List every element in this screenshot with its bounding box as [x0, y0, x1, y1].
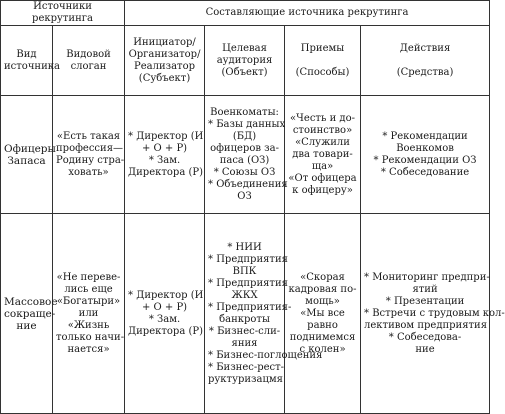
cell-audience: [205, 96, 288, 214]
cell-line: Инициатор/: [133, 36, 196, 48]
cell-type: [1, 214, 58, 414]
cell-line: Вид: [16, 48, 37, 60]
cell-line: * Предприятия: [208, 277, 288, 289]
cell-line: * Рекомендации: [382, 130, 468, 142]
cell-line: [364, 55, 486, 67]
cell-line: Массовое: [4, 295, 58, 308]
header-sources-group: Источники рекрутинга: [1, 1, 125, 26]
cell-line: Видовой: [66, 48, 111, 60]
cell-line: ние: [415, 343, 435, 355]
cell-line: «Служили: [295, 136, 350, 148]
cell-line: ОЗ: [237, 190, 252, 202]
cell-line: Целевая: [222, 42, 267, 54]
cell-methods: [285, 214, 361, 414]
cell-line: «Мы все: [300, 307, 345, 319]
cell-line: Родину стра-: [56, 154, 125, 166]
header-col-type: [1, 26, 60, 96]
cell-line: Организатор/: [128, 48, 201, 60]
cell-line: (Средства): [396, 66, 454, 78]
cell-line: два товари-: [292, 148, 353, 160]
cell-line: нается»: [67, 343, 110, 355]
cell-line: ЖКХ: [231, 289, 258, 301]
cell-line: ховать»: [68, 166, 109, 178]
cell-line: профессия—: [56, 142, 124, 154]
cell-line: Реализатор: [134, 60, 196, 72]
cell-line: (Способы): [295, 66, 350, 78]
header-components-group: Составляющие источника рекрутинга: [125, 1, 490, 26]
cell-line: + О + Р): [141, 301, 188, 313]
cell-line: * Объединения: [208, 178, 288, 190]
cell-line: * Директор (И: [128, 130, 204, 142]
cell-line: + О + Р): [141, 142, 188, 154]
cell-line: (Объект): [221, 66, 268, 78]
cell-line: * Рекомендации ОЗ: [373, 154, 477, 166]
header-col-slogan: [53, 26, 125, 96]
cell-line: Приемы: [300, 42, 345, 54]
cell-line: руктуризацмя: [208, 373, 283, 385]
cell-line: * Бизнес-рест-: [208, 361, 285, 373]
cell-line: «Скорая: [300, 271, 345, 283]
cell-line: * Предприятия-: [208, 301, 292, 313]
cell-line: «Жизнь: [67, 319, 110, 331]
table-row-reserve-officers: [1, 96, 490, 214]
cell-line: Военкомов: [396, 142, 454, 154]
cell-line: «Богатыри»: [56, 295, 121, 307]
cell-line: * Презентации: [385, 295, 465, 307]
cell-line: (БД): [232, 130, 257, 142]
cell-line: * Мониторинг предпри-: [364, 271, 490, 283]
cell-line: * Зам.: [148, 154, 181, 166]
cell-line: ние: [16, 319, 37, 332]
cell-line: * Встречи с трудовым кол-: [364, 307, 505, 319]
cell-line: * Директор (И: [128, 289, 204, 301]
cell-line: ВПК: [232, 265, 257, 277]
header-col-audience: [205, 26, 285, 96]
cell-line: к офицеру»: [292, 184, 353, 196]
cell-line: кадровая по-: [288, 283, 357, 295]
cell-line: паса (ОЗ): [219, 154, 270, 166]
cell-line: «Честь и до-: [290, 112, 355, 124]
cell-initiator: [125, 96, 205, 214]
cell-initiator: [125, 214, 205, 414]
cell-line: «От офицера: [288, 172, 357, 184]
cell-line: [288, 55, 357, 67]
cell-line: «Есть такая: [56, 130, 121, 142]
cell-line: лись еще: [64, 283, 113, 295]
cell-line: равно: [307, 319, 338, 331]
header-col-actions: [361, 26, 490, 96]
cell-line: * Союзы ОЗ: [213, 166, 276, 178]
cell-type: [1, 96, 56, 214]
cell-actions: [361, 96, 490, 214]
table-header-group-row: [1, 1, 490, 26]
cell-line: * НИИ: [227, 241, 262, 253]
cell-line: * Предприятия: [208, 253, 288, 265]
header-col-methods: [285, 26, 361, 96]
cell-line: * Зам.: [148, 313, 181, 325]
cell-line: * Собеседова-: [388, 331, 462, 343]
cell-line: лективом предприятия: [364, 319, 488, 331]
cell-actions: [361, 214, 505, 414]
cell-line: * Базы данных: [208, 118, 286, 130]
cell-line: * Бизнес-сли-: [208, 325, 281, 337]
cell-line: только начи-: [56, 331, 125, 343]
cell-line: аудитория: [216, 54, 273, 66]
cell-line: * Бизнес-поглощения: [208, 349, 323, 361]
header-col-initiator: [125, 26, 205, 96]
cell-line: поднимемся: [289, 331, 356, 343]
cell-slogan: [53, 96, 125, 214]
cell-line: * Собеседование: [380, 166, 470, 178]
cell-line: Директора (Р): [128, 325, 204, 337]
cell-line: с колен»: [299, 343, 346, 355]
cell-line: офицеров за-: [210, 142, 279, 154]
table-row-mass-layoff: [1, 214, 490, 414]
cell-line: Директора (Р): [128, 166, 204, 178]
cell-methods: [285, 96, 361, 214]
cell-line: мощь»: [305, 295, 340, 307]
cell-line: Военкоматы:: [210, 106, 279, 118]
cell-line: «Не переве-: [56, 271, 121, 283]
cell-slogan: [53, 214, 125, 414]
cell-line: слоган: [70, 60, 107, 72]
cell-line: сокраще-: [4, 307, 56, 320]
cell-line: ятий: [412, 283, 438, 295]
cell-line: ща»: [311, 160, 334, 172]
cell-line: (Субъект): [138, 72, 191, 84]
table-header-columns-row: [1, 26, 490, 96]
cell-line: Запаса: [7, 154, 46, 167]
cell-line: источника: [4, 60, 60, 72]
cell-line: или: [78, 307, 99, 319]
cell-line: Действия: [399, 42, 451, 54]
cell-line: банкроты: [219, 313, 270, 325]
cell-line: Офицеры: [4, 142, 56, 155]
cell-line: стоинство»: [292, 124, 353, 136]
cell-line: яния: [231, 337, 258, 349]
